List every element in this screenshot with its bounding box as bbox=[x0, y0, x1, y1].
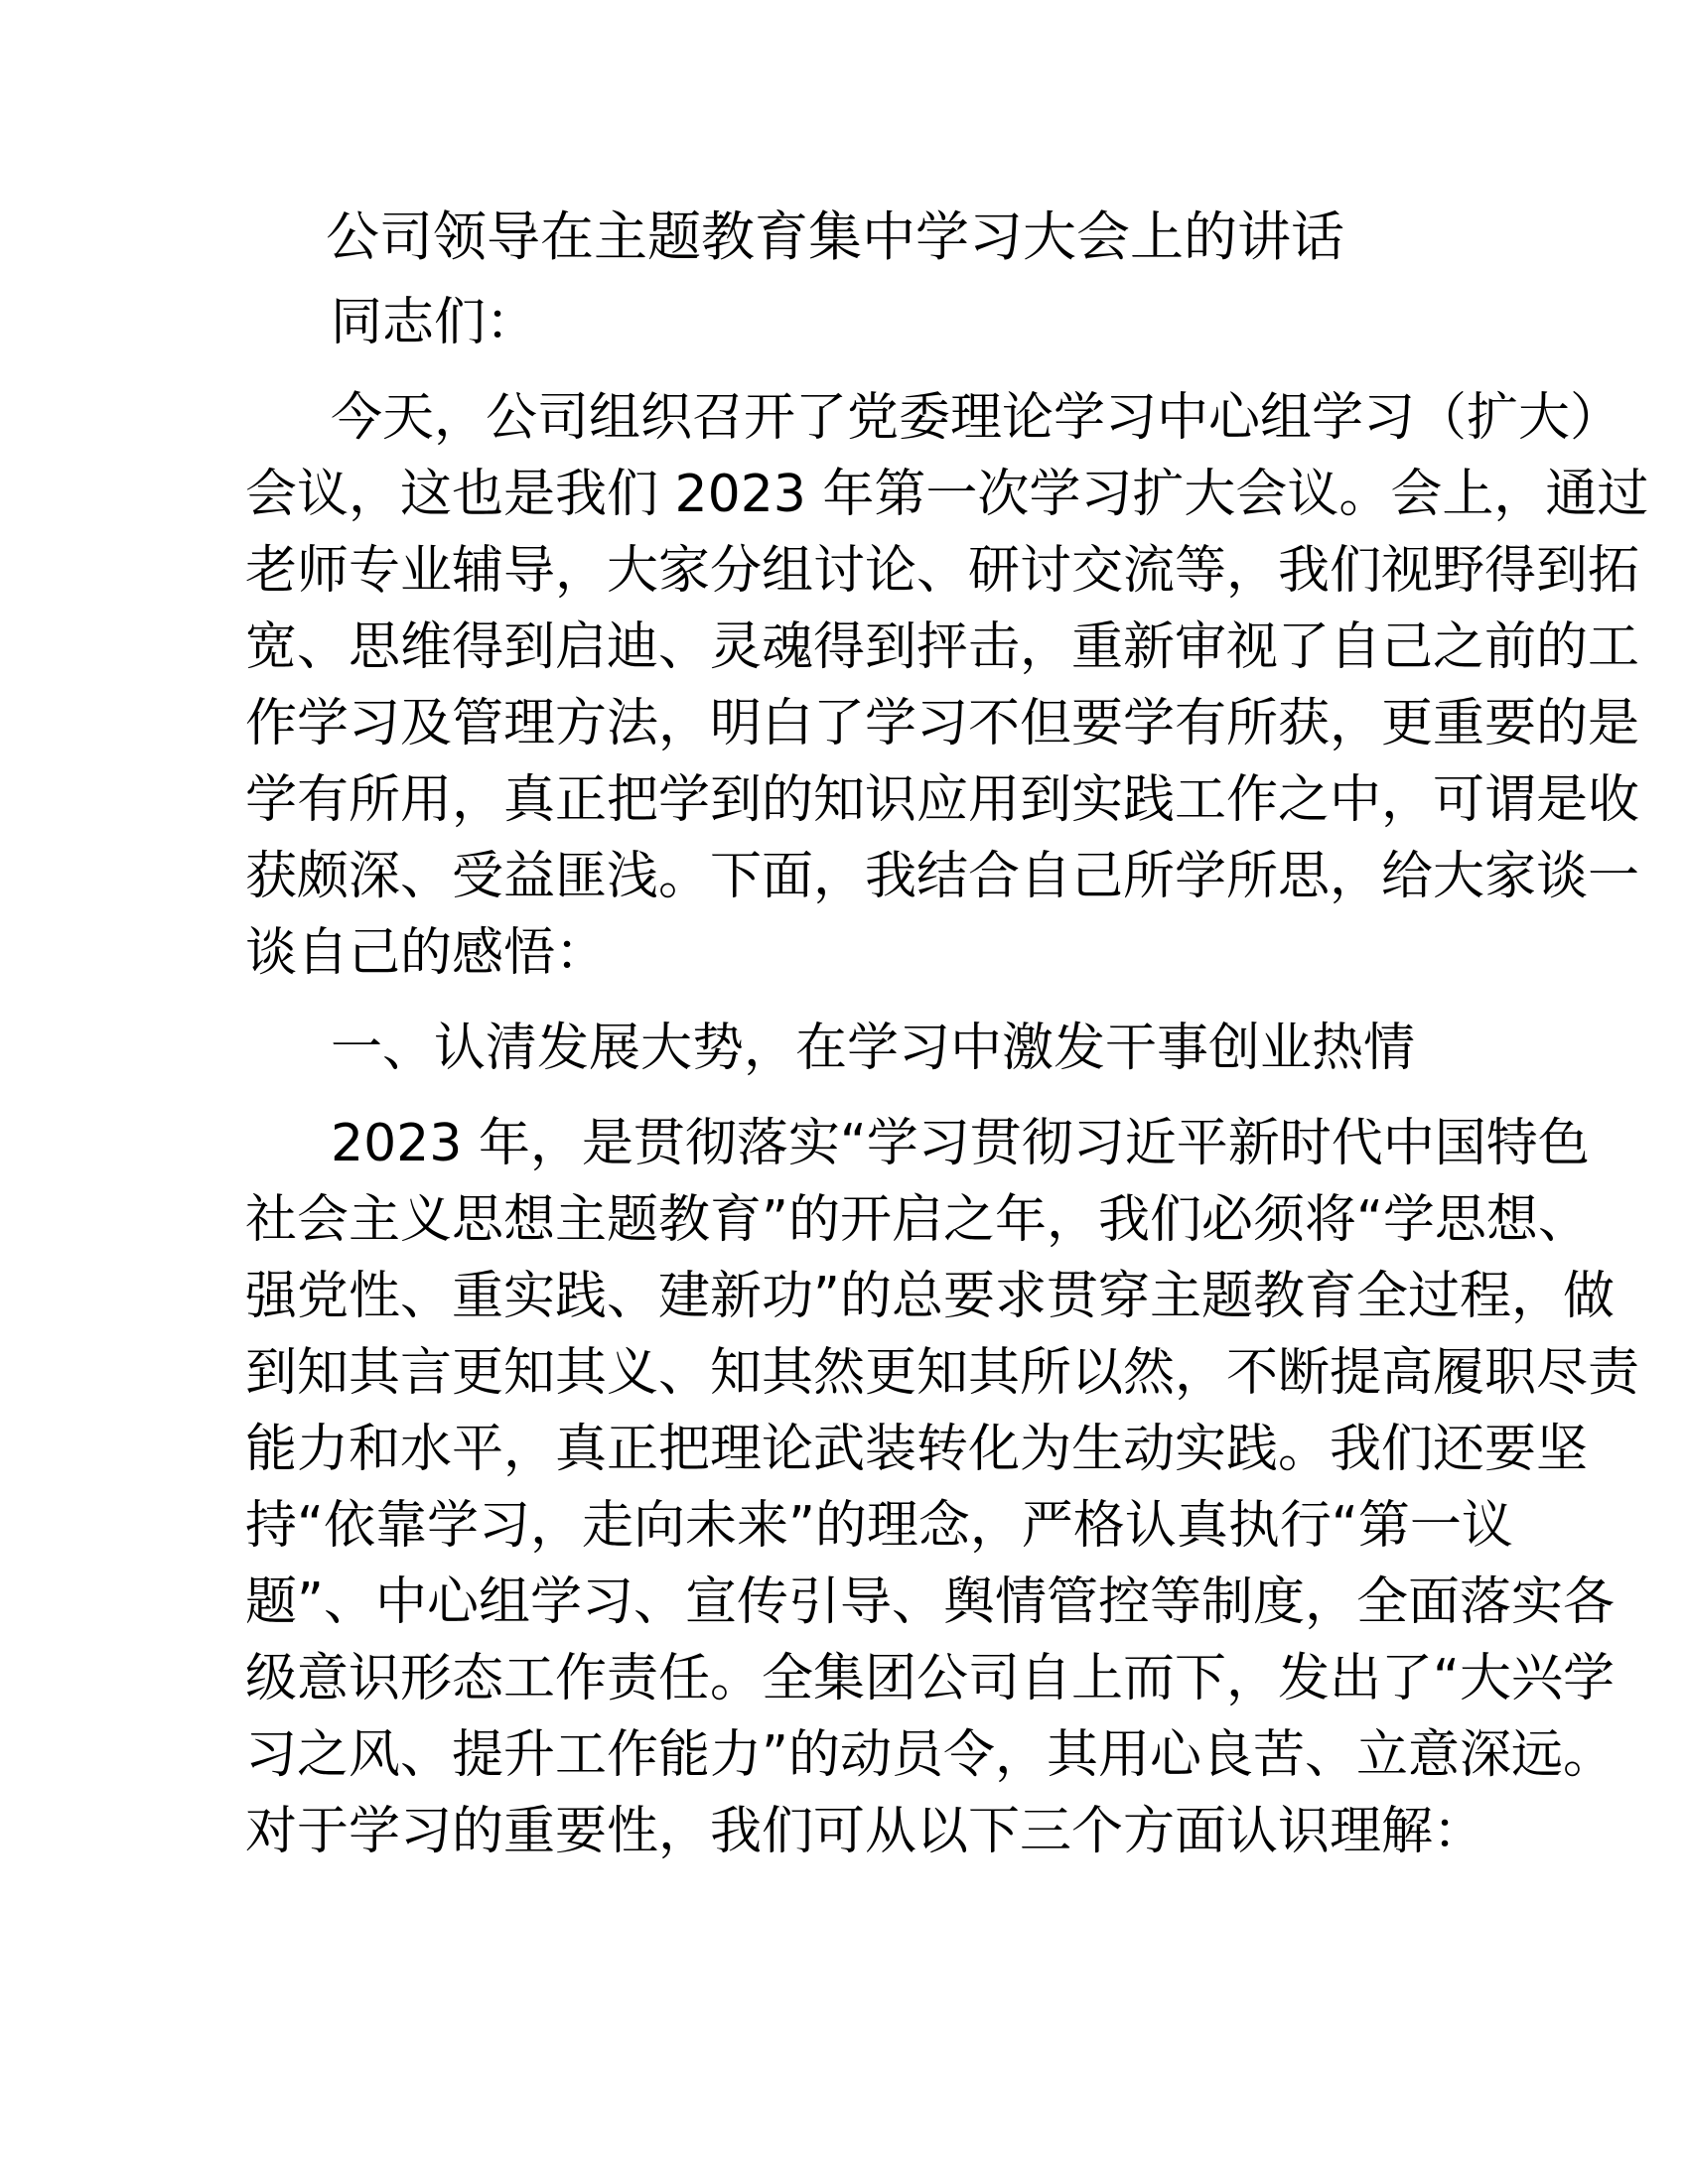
paragraph bbox=[245, 1106, 1640, 1870]
section-heading bbox=[245, 1011, 1425, 1087]
text-line: 作学习及管理方法，明白了学习不但要学有所获，更重要的是 bbox=[245, 694, 1640, 753]
paragraph bbox=[245, 285, 1425, 361]
text-line: 今天，公司组织召开了党委理论学习中心组学习（扩大） bbox=[331, 388, 1622, 448]
text-line: 一、认清发展大势，在学习中激发干事创业热情 bbox=[331, 1019, 1416, 1078]
text-line: 同志们： bbox=[331, 293, 538, 352]
text-line: 社会主义思想主题教育”的开启之年，我们必须将“学思想、 bbox=[245, 1190, 1590, 1250]
text-line: 对于学习的重要性，我们可从以下三个方面认识理解： bbox=[245, 1802, 1485, 1861]
text-line: 能力和水平，真正把理论武装转化为生动实践。我们还要坚 bbox=[245, 1420, 1589, 1479]
text-line: 题”、中心组学习、宣传引导、舆情管控等制度，全面落实各 bbox=[245, 1572, 1615, 1632]
text-line: 持“依靠学习，走向未来”的理念，严格认真执行“第一议 bbox=[245, 1496, 1513, 1556]
text-line: 到知其言更知其义、知其然更知其所以然，不断提高履职尽责 bbox=[245, 1343, 1640, 1403]
text-line: 2023 年，是贯彻落实“学习贯彻习近平新时代中国特色 bbox=[331, 1114, 1590, 1173]
text-line: 获颇深、受益匪浅。下面，我结合自己所学所思，给大家谈一 bbox=[245, 847, 1640, 906]
text-line: 级意识形态工作责任。全集团公司自上而下，发出了“大兴学 bbox=[245, 1649, 1615, 1708]
document-body bbox=[245, 285, 1649, 1870]
document-page bbox=[245, 205, 1649, 1870]
text-line: 学有所用，真正把学到的知识应用到实践工作之中，可谓是收 bbox=[245, 770, 1640, 830]
text-line: 习之风、提升工作能力”的动员令，其用心良苦、立意深远。 bbox=[245, 1725, 1615, 1785]
document-title: 公司领导在主题教育集中学习大会上的讲话 bbox=[326, 205, 1344, 268]
paragraph bbox=[245, 380, 1649, 992]
text-line: 强党性、重实践、建新功”的总要求贯穿主题教育全过程，做 bbox=[245, 1267, 1615, 1326]
text-line: 谈自己的感悟： bbox=[245, 923, 608, 983]
text-line: 会议，这也是我们 2023 年第一次学习扩大会议。会上，通过 bbox=[245, 465, 1649, 524]
text-line: 老师专业辅导，大家分组讨论、研讨交流等，我们视野得到拓 bbox=[245, 541, 1640, 601]
text-line: 宽、思维得到启迪、灵魂得到抨击，重新审视了自己之前的工 bbox=[245, 617, 1640, 677]
